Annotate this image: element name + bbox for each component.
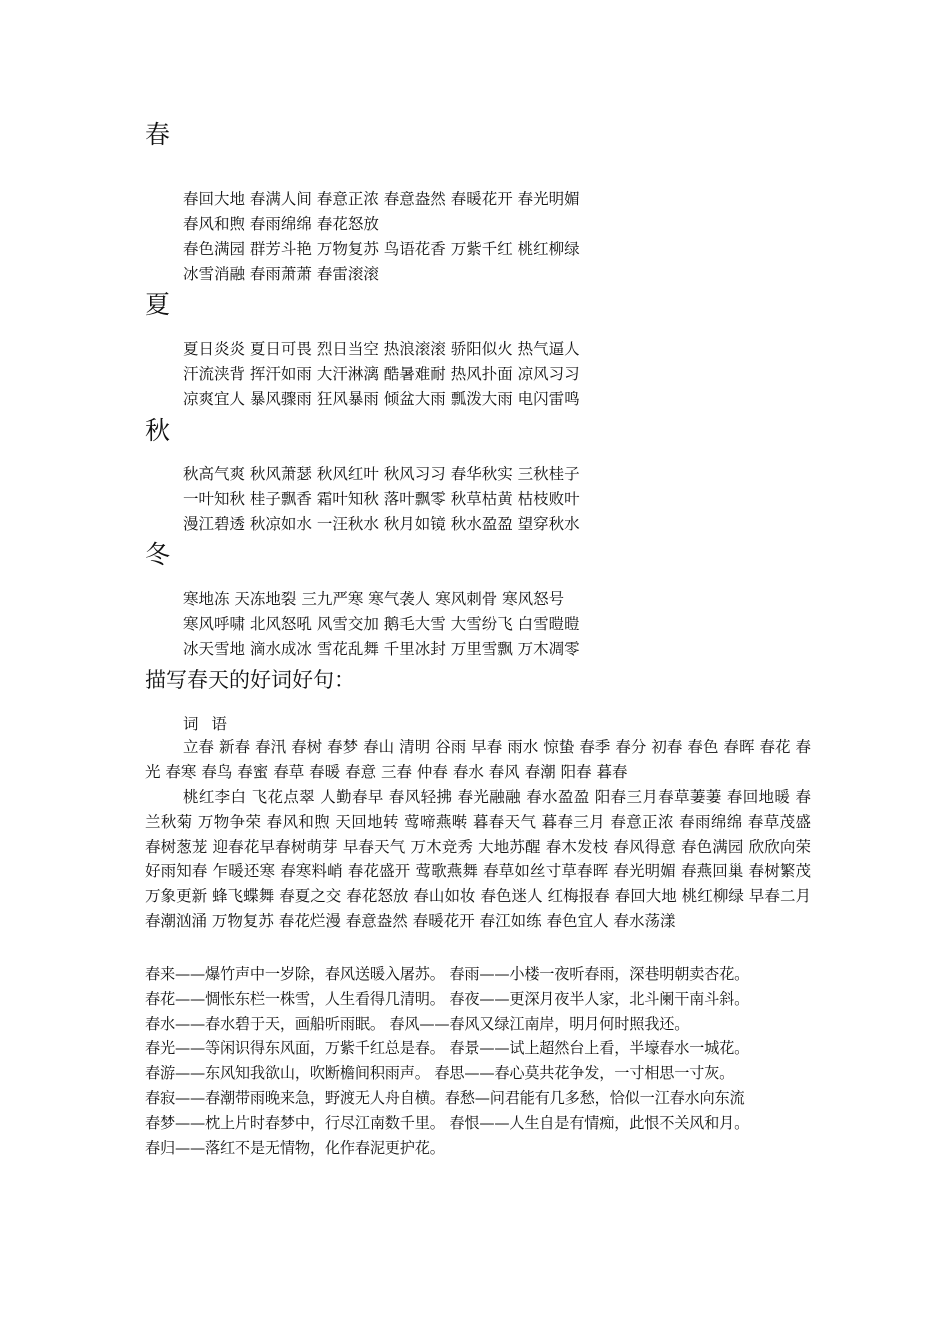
season-heading-winter: 冬 [145, 540, 171, 569]
summer-line-2: 汗流浃背 挥汗如雨 大汗淋漓 酷暑难耐 热风扑面 凉风习习 [183, 365, 580, 383]
poem-line: 春游——东风知我欲山，吹断檐间积雨声。 春思——春心莫共花争发，一寸相思一寸灰。 [145, 1064, 735, 1083]
poem-line: 春归——落红不是无情物，化作春泥更护花。 [145, 1138, 445, 1157]
spring-section-subhead: 词 语 [183, 715, 231, 733]
winter-line-1: 寒地冻 天冻地裂 三九严寒 寒气袭人 寒风刺骨 寒风怒号 [183, 590, 565, 608]
poem-line: 春寂——春潮带雨晚来急，野渡无人舟自横。春愁—问君能有几多愁，恰似一江春水向东流 [145, 1088, 745, 1107]
autumn-line-2: 一叶知秋 桂子飘香 霜叶知秋 落叶飘零 秋草枯黄 枯枝败叶 [183, 490, 580, 508]
poem-line: 春来——爆竹声中一岁除，春风送暖入屠苏。 春雨——小楼一夜听春雨，深巷明朝卖杏花。 [145, 965, 750, 983]
spring-line-4: 冰雪消融 春雨萧萧 春雷滚滚 [183, 265, 379, 283]
summer-line-1: 夏日炎炎 夏日可畏 烈日当空 热浪滚滚 骄阳似火 热气逼人 [183, 340, 580, 358]
poem-line: 春花——惆怅东栏一株雪，人生看得几清明。 春夜——更深月夜半人家，北斗阑干南斗斜。 [145, 989, 750, 1008]
spring-words-paragraph-2: 桃红李白 飞花点翠 人勤春早 春风轻拂 春光融融 春水盈盈 阳春三月春草萋萋 春回地暖 春兰秋菊 万物争荣 春风和煦 天回地转 莺啼燕啭 暮春天气 暮春三月 春意正浓 春雨绵绵 春草茂盛 春树葱茏 迎春花早春树萌芽 早春天气 万木竞秀 大地苏醒 春木发枝 春风得意 春色满园 欣欣向荣 好雨知春 乍暖还寒 春寒料峭 春花盛开 莺歌燕舞 春草如丝寸草春晖 春光明媚 春燕回巢 春树繁茂 万象更新 蜂飞蝶舞 春夏之交 春花怒放 春山如妆 春色迷人 红梅报春 春回大地 桃红柳绿 早春二月春潮汹涌 万物复苏 春花烂漫 春意盎然 春暖花开 春江如练 春色宜人 春水荡漾 [145, 788, 811, 930]
spring-line-1: 春回大地 春满人间 春意正浓 春意盎然 春暖花开 春光明媚 [183, 190, 580, 208]
winter-line-2: 寒风呼啸 北风怒吼 风雪交加 鹅毛大雪 大雪纷飞 白雪暟暟 [183, 615, 580, 633]
poem-line: 春光——等闲识得东风面，万紫千红总是春。 春景——试上超然台上看，半壕春水一城花。 [145, 1039, 750, 1058]
spring-poem-list [145, 962, 815, 1160]
season-heading-spring: 春 [145, 120, 171, 149]
poem-line: 春水——春水碧于天，画船听雨眠。 春风——春风又绿江南岸，明月何时照我还。 [145, 1014, 690, 1033]
winter-line-3: 冰天雪地 滴水成冰 雪花乱舞 千里冰封 万里雪飘 万木凋零 [183, 640, 580, 658]
autumn-line-1: 秋高气爽 秋风萧瑟 秋风红叶 秋风习习 春华秋实 三秋桂子 [183, 465, 580, 483]
spring-line-2: 春风和煦 春雨绵绵 春花怒放 [183, 215, 379, 233]
summer-line-3: 凉爽宜人 暴风骤雨 狂风暴雨 倾盆大雨 瓢泼大雨 电闪雷鸣 [183, 390, 580, 408]
autumn-line-3: 漫江碧透 秋凉如水 一汪秋水 秋月如镜 秋水盈盈 望穿秋水 [183, 515, 580, 533]
spring-words-paragraph-1: 立春 新春 春汛 春树 春梦 春山 清明 谷雨 早春 雨水 惊蛰 春季 春分 初春 春色 春晖 春花 春光 春寒 春鸟 春蜜 春草 春暖 春意 三春 仲春 春水 春风 春潮 阳春 暮春 [145, 738, 811, 781]
spring-section-title: 描写春天的好词好句： [145, 668, 355, 692]
season-heading-autumn: 秋 [145, 416, 171, 445]
season-heading-summer: 夏 [145, 290, 171, 319]
spring-line-3: 春色满园 群芳斗艳 万物复苏 鸟语花香 万紫千红 桃红柳绿 [183, 240, 580, 258]
poem-line: 春梦——枕上片时春梦中，行尽江南数千里。 春恨——人生自是有情痴，此恨不关风和月。 [145, 1113, 750, 1132]
